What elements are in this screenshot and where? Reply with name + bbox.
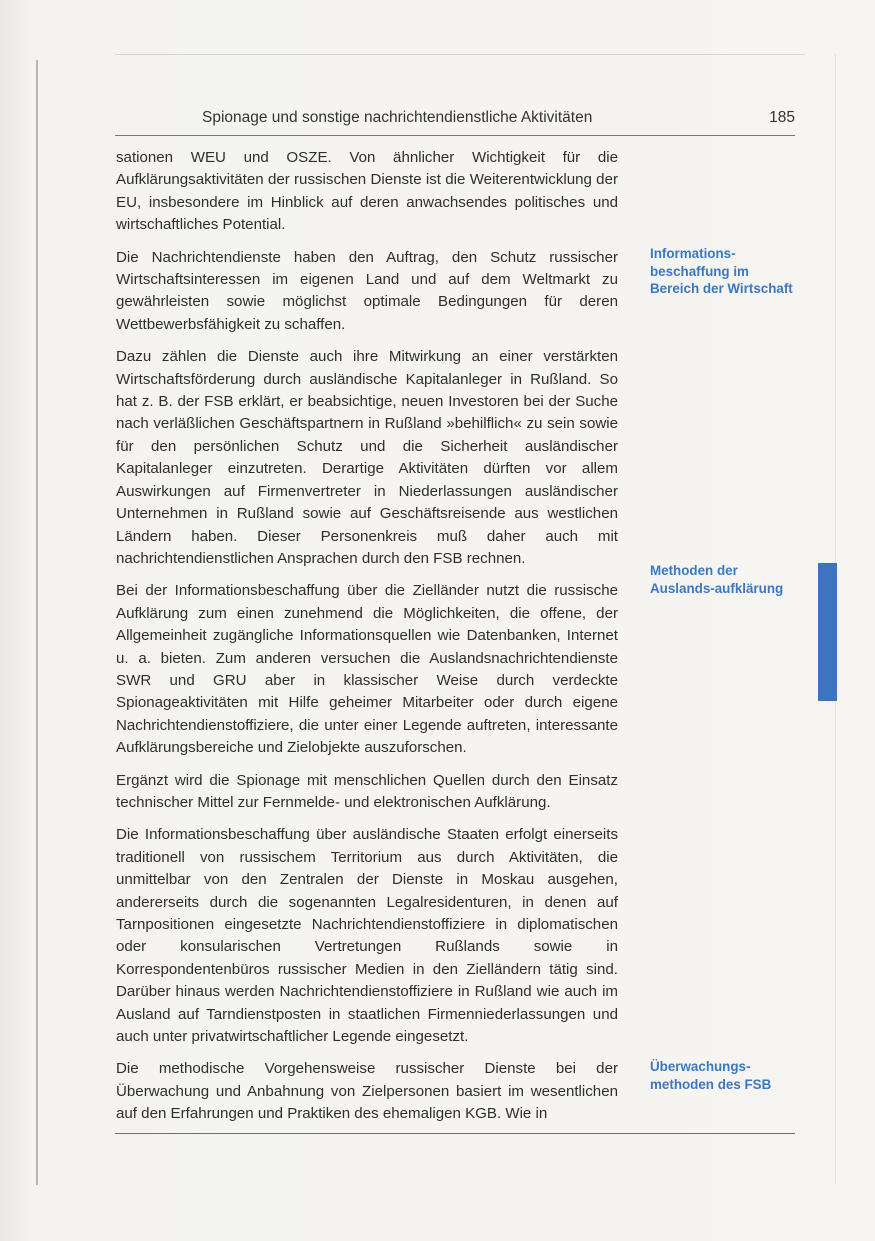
left-binding-edge xyxy=(36,60,38,1185)
header-rule xyxy=(115,135,795,136)
footer-rule xyxy=(115,1133,795,1134)
paragraph: Ergänzt wird die Spionage mit menschlichen Quellen durch den Einsatz technischer Mittel zur Fernmelde- und elektronischen Aufklärung. xyxy=(116,771,618,811)
paragraph: Dazu zählen die Dienste auch ihre Mitwirkung an einer verstärkten Wirtschaftsförderung durch ausländische Kapitalanleger in Rußland. So hat z. B. der FSB erklärt, er beabsichtige, neuen Investoren bei der Suche nach verläßlichen Geschäftspartnern in Rußland »behilflich« zu sein sowie für den persönlichen Schutz und die Sicherheit ausländischer Kapitalanleger einzutreten. Derartige Aktivitäten dürften vor allem Auswirkungen auf Firmenvertreter in Niederlassungen ausländischer Unternehmen in Rußland sowie auf Geschäftsreisende aus westlichen Ländern haben. Dieser Personenkreis muß daher auch mit nachrichtendienstlichen Ansprachen durch den FSB rechnen. xyxy=(116,348,618,567)
paragraph: sationen WEU und OSZE. Von ähnlicher Wichtigkeit für die Aufklärungsaktivitäten der russischen Dienste ist die Weiterentwicklung der EU, insbesondere im Hinblick auf deren anwachsendes politisches und wirtschaftliches Potential. xyxy=(116,149,618,234)
paragraph: Die methodische Vorgehensweise russischer Dienste bei der Überwachung und Anbahnung von Zielpersonen basiert im wesentlichen auf den Erfahrungen und Praktiken des ehemaligen KGB. Wie in xyxy=(116,1060,618,1123)
margin-note-fsb: Überwachungs-methoden des FSB xyxy=(650,1059,772,1092)
running-title: Spionage und sonstige nachrichtendienstliche Aktivitäten xyxy=(202,109,593,126)
paragraph: Die Informationsbeschaffung über ausländische Staaten erfolgt einerseits traditionell von russischem Territorium aus durch Aktivitäten, die unmittelbar von den Zentralen der Dienste in Moskau ausgehen, andererseits durch die sogenannten Legalresidenturen, in denen auf Tarnpositionen eingesetzte Nachrichtendienstoffiziere in diplomatischen oder konsularischen Vertretungen Rußlands sowie in Korrespondentenbüros russischer Medien in den Zielländern tätig sind. Darüber hinaus werden Nachrichtendienstoffiziere in Rußland wie auch im Ausland auf Tarndienstposten in staatlichen Firmenniederlassungen und auch unter privatwirtschaftlicher Legende eingesetzt. xyxy=(116,826,618,1046)
margin-note-auslandsaufklaerung: Methoden der Auslands-aufklärung xyxy=(650,563,784,596)
running-header xyxy=(115,108,795,138)
chapter-tab-marker xyxy=(818,563,837,701)
body-text xyxy=(116,147,618,1136)
paragraph: Die Nachrichtendienste haben den Auftrag, den Schutz russischer Wirtschaftsinteressen im eigenen Land und auf dem Weltmarkt zu gewährleisten sowie möglichst optimale Bedingungen für deren Wettbewerbsfähigkeit zu schaffen. xyxy=(116,248,618,333)
margin-note-wirtschaft: Informations-beschaffung im Bereich der Wirtschaft xyxy=(650,246,793,296)
page-number: 185 xyxy=(769,109,795,126)
paragraph: Bei der Informationsbeschaffung über die Zielländer nutzt die russische Aufklärung zum einen zunehmend die Möglichkeiten, die offene, der Allgemeinheit zugängliche Informationsquellen wie Datenbanken, Internet u. a. bieten. Zum anderen versuchen die Auslandsnachrichtendienste SWR und GRU aber in klassischer Weise durch verdeckte Spionageaktivitäten mit Hilfe geheimer Mitarbeiter oder durch eigene Nachrichtendienstoffiziere, die unter einer Legende auftreten, interessante Aufklärungsbereiche und Zielobjekte auszuforschen. xyxy=(116,582,618,757)
top-trim-line xyxy=(115,54,805,55)
